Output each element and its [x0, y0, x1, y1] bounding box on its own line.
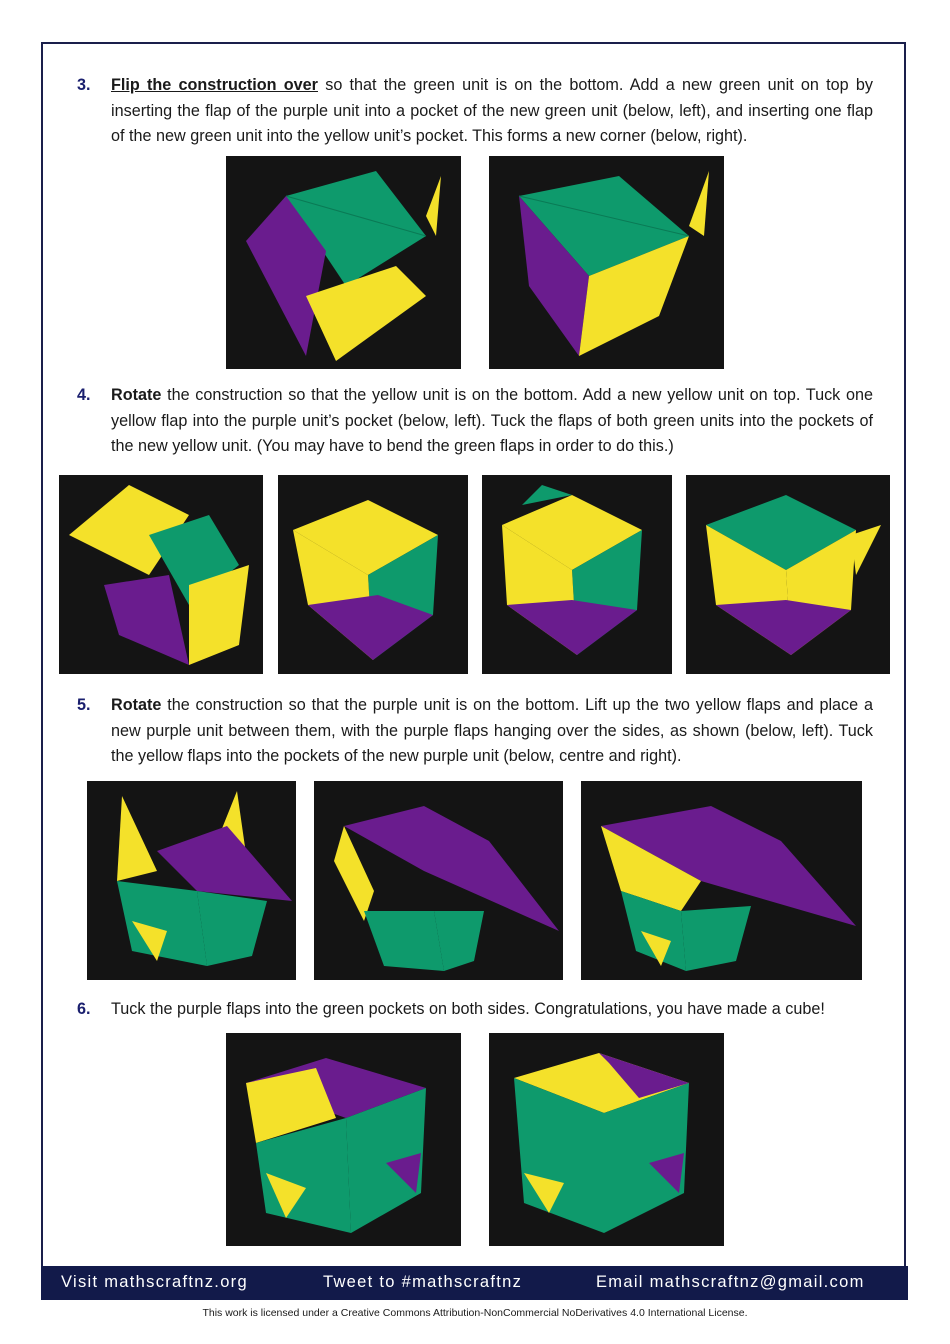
- step-number: 5.: [77, 696, 91, 714]
- step-text: the construction so that the purple unit is on the bottom. Lift up the two yellow flaps and place a new purple unit between them, with the purple flaps hanging over the sides, as shown (below, left). Tuck the yellow flaps into the pockets of the new purple unit (below, centre and right).: [111, 696, 873, 765]
- photo-step4-2: [278, 475, 468, 674]
- photo-step3-right: [489, 156, 724, 369]
- step-text: the construction so that the yellow unit is on the bottom. Add a new yellow unit on top. Tuck one yellow flap into the purple unit’s pocket (below, left). Tuck the flaps of both green units into the pockets of the new yellow unit. (You may have to bend the green flaps in order to do this.): [111, 386, 873, 455]
- step-5: [77, 693, 873, 770]
- step-text: so that the green unit is on the bottom. Add a new green unit on top by inserting the flap of the purple unit into a pocket of the new green unit (below, left), and inserting one flap of the new green unit into the yellow unit’s pocket. This forms a new corner (below, right).: [111, 76, 873, 145]
- photo-step3-left: [226, 156, 461, 369]
- step-number: 6.: [77, 1000, 91, 1018]
- step-lead: Flip the construction over: [111, 76, 318, 94]
- step-lead: Rotate: [111, 696, 162, 714]
- footer-tweet-link[interactable]: Tweet to #mathscraftnz: [323, 1273, 523, 1291]
- step-4: [77, 383, 873, 460]
- photo-step6-right: [489, 1033, 724, 1246]
- photo-step4-4: [686, 475, 890, 674]
- footer-visit-link[interactable]: Visit mathscraftnz.org: [61, 1273, 248, 1291]
- photo-step4-1: [59, 475, 263, 674]
- step-number: 4.: [77, 386, 91, 404]
- step-text: Tuck the purple flaps into the green pockets on both sides. Congratulations, you have made a cube!: [111, 1000, 825, 1018]
- photo-step5-3: [581, 781, 862, 980]
- photo-step5-1: [87, 781, 296, 980]
- step-6: [77, 997, 873, 1023]
- photo-step5-2: [314, 781, 563, 980]
- step-3: [77, 73, 873, 150]
- photo-step4-3: [482, 475, 672, 674]
- footer-email-link[interactable]: Email mathscraftnz@gmail.com: [596, 1273, 865, 1291]
- footer-bar: [41, 1266, 908, 1300]
- photo-step6-left: [226, 1033, 461, 1246]
- step-lead: Rotate: [111, 386, 162, 404]
- step-number: 3.: [77, 76, 91, 94]
- license-notice: This work is licensed under a Creative Commons Attribution-NonCommercial NoDerivatives 4.0 International License.: [202, 1307, 748, 1319]
